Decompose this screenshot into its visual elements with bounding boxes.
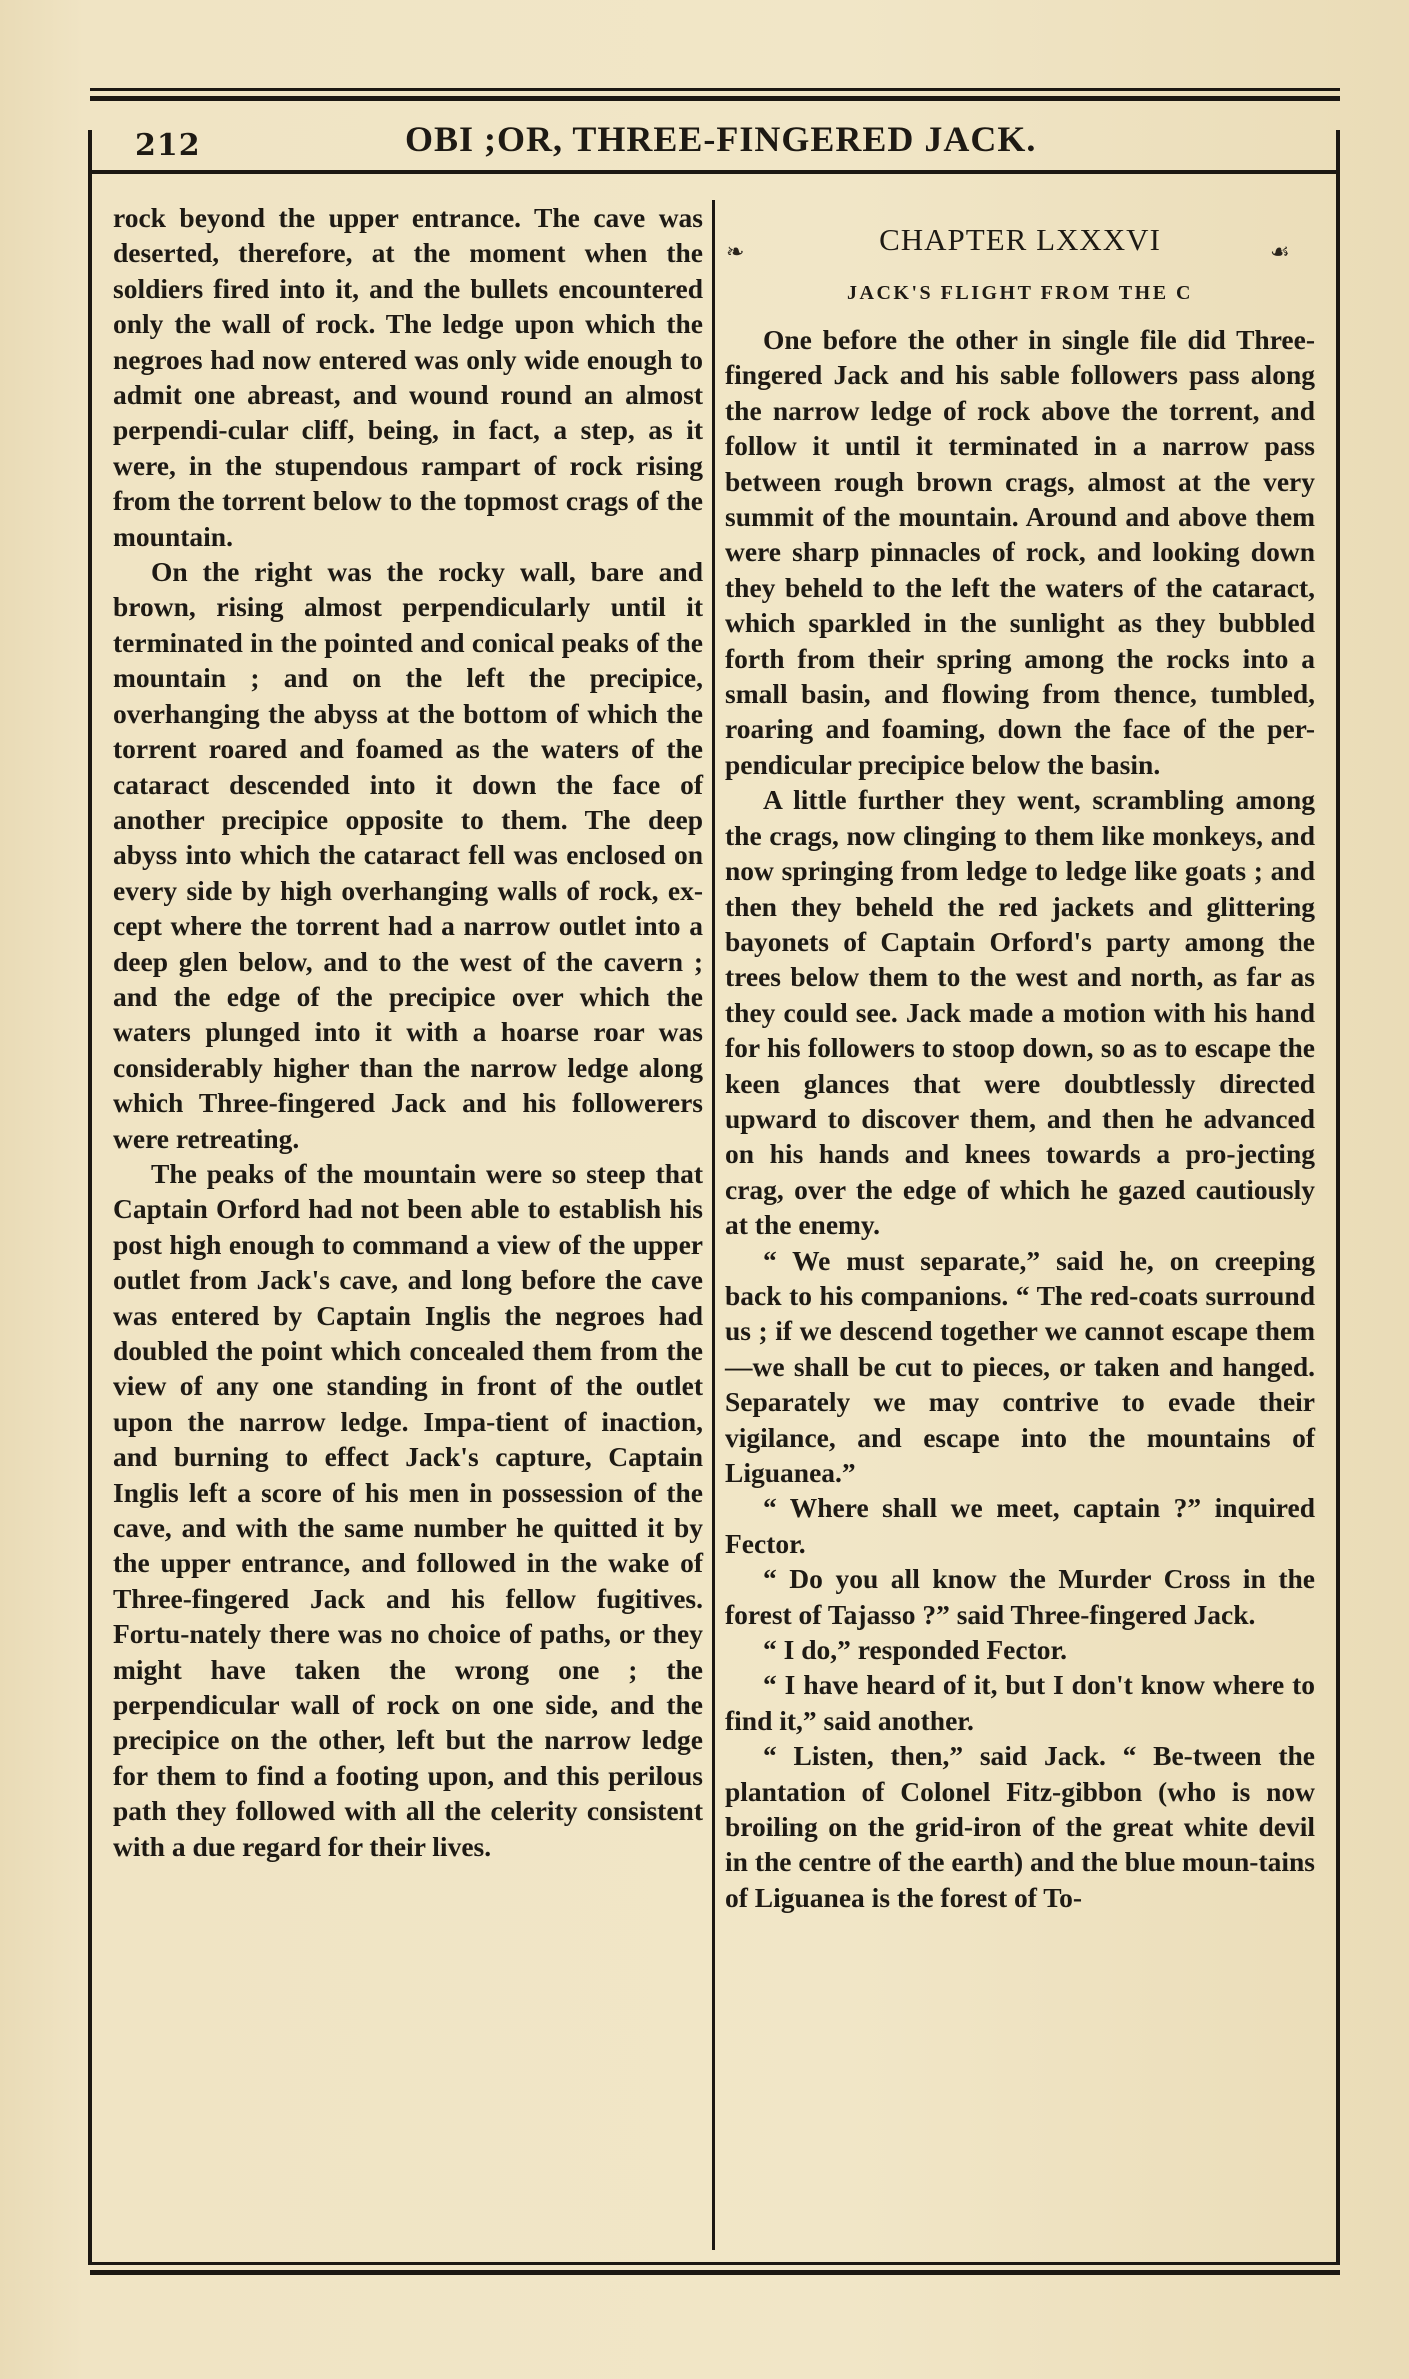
running-title: OBI ;OR, THREE-FINGERED JACK. [405, 119, 1037, 159]
bottom-rule-thin [90, 2262, 1340, 2265]
right-paragraph-4: “ Where shall we meet, captain ?” inquired Fector. [725, 1492, 1315, 1559]
column-divider [712, 200, 715, 2250]
page-header [95, 110, 1325, 170]
chapter-heading: CHAPTER LXXXVI [879, 222, 1161, 257]
top-rule-thin [90, 88, 1340, 91]
header-rule [90, 170, 1340, 174]
bottom-rule-thick [90, 2270, 1340, 2275]
chapter-subtitle: JACK'S FLIGHT FROM THE C [847, 282, 1193, 304]
chapter-ornament-right: ☙ [1270, 240, 1290, 265]
chapter-ornament-left: ❧ [726, 240, 745, 265]
right-paragraph-1: One before the other in single file did Three-fingered Jack and his sable followers pass along the narrow ledge of rock above the torrent, and follow it until it terminated in a narrow pass between rough brown crags, almost at the very summit of the mountain. Around and above them were sharp pinnacles of rock, and looking down they beheld to the left the waters of the cataract, which sparkled in the sunlight as they bubbled forth from their spring among the rocks into a small basin, and flowing from thence, tumbled, roaring and foaming, down the face of the per-pendicular precipice below the basin. [725, 324, 1315, 780]
right-border [1336, 130, 1340, 2265]
left-paragraph-3: The peaks of the mountain were so steep that Captain Orford had not been able to establish his post high enough to command a view of the upper outlet from Jack's cave, and long before the cave was entered by Captain Inglis the negroes had doubled the point which concealed them from the view of any one standing in front of the outlet upon the narrow ledge. Impa-tient of inaction, and burning to effect Jack's capture, Captain Inglis left a score of his men in possession of the cave, and with the same number he quitted it by the upper entrance, and followed in the wake of Three-fingered Jack and his fellow fugitives. Fortu-nately there was no choice of paths, or they might have taken the wrong one ; the perpendicular wall of rock on one side, and the precipice on the other, left but the narrow ledge for them to find a footing upon, and this perilous path they followed with all the celerity consistent with a due regard for their lives. [113, 1157, 703, 1862]
left-paragraph-2: On the right was the rocky wall, bare and brown, rising almost perpendicularly until it terminated in the pointed and conical peaks of the mountain ; and on the left the precipice, overhanging the abyss at the bottom of which the torrent roared and foamed as the waters of the cataract descended into it down the face of another precipice opposite to them. The deep abyss into which the cataract fell was enclosed on every side by high overhanging walls of rock, ex-cept where the torrent had a narrow outlet into a deep glen below, and to the west of the cavern ; and the edge of the precipice over which the waters plunged into it with a hoarse roar was considerably higher than the narrow ledge along which Three-fingered Jack and his followerers were retreating. [113, 556, 703, 1154]
right-paragraph-7: “ I have heard of it, but I don't know where to find it,” said another. [725, 1669, 1315, 1736]
page-number: 212 [135, 128, 201, 163]
right-paragraph-3: “ We must separate,” said he, on creeping back to his companions. “ The red-coats surround us ; if we descend together we cannot escape them—we shall be cut to pieces, or taken and hanged. Separately we may contrive to evade their vigilance, and escape into the mountains of Liguanea.” [725, 1244, 1315, 1488]
right-paragraph-8: “ Listen, then,” said Jack. “ Be-tween the plantation of Colonel Fitz-gibbon (who is now broiling on the grid-iron of the great white devil in the centre of the earth) and the blue moun-tains of Liguanea is the forest of To- [725, 1740, 1315, 1913]
left-paragraph-1: rock beyond the upper entrance. The cave was deserted, therefore, at the moment when the soldiers fired into it, and the bullets encountered only the wall of rock. The ledge upon which the negroes had now entered was only wide enough to admit one abreast, and wound round an almost perpendi-cular cliff, being, in fact, a step, as it were, in the stupendous rampart of rock rising from the torrent below to the topmost crags of the mountain. [113, 202, 703, 552]
right-column [725, 200, 1315, 2240]
right-paragraph-6: “ I do,” responded Fector. [763, 1634, 1068, 1666]
left-border [88, 130, 92, 2265]
left-column [113, 200, 703, 2240]
right-paragraph-5: “ Do you all know the Murder Cross in the forest of Tajasso ?” said Three-fingered Jack. [725, 1563, 1315, 1630]
top-rule-thick [90, 96, 1340, 101]
right-paragraph-2: A little further they went, scrambling among the crags, now clinging to them like monkeys, and now springing from ledge to ledge like goats ; and then they beheld the red jackets and glittering bayonets of Captain Orford's party among the trees below them to the west and north, as far as they could see. Jack made a motion with his hand for his followers to stoop down, so as to escape the keen glances that were doubtlessly directed upward to discover them, and then he advanced on his hands and knees towards a pro-jecting crag, over the edge of which he gazed cautiously at the enemy. [725, 784, 1315, 1241]
